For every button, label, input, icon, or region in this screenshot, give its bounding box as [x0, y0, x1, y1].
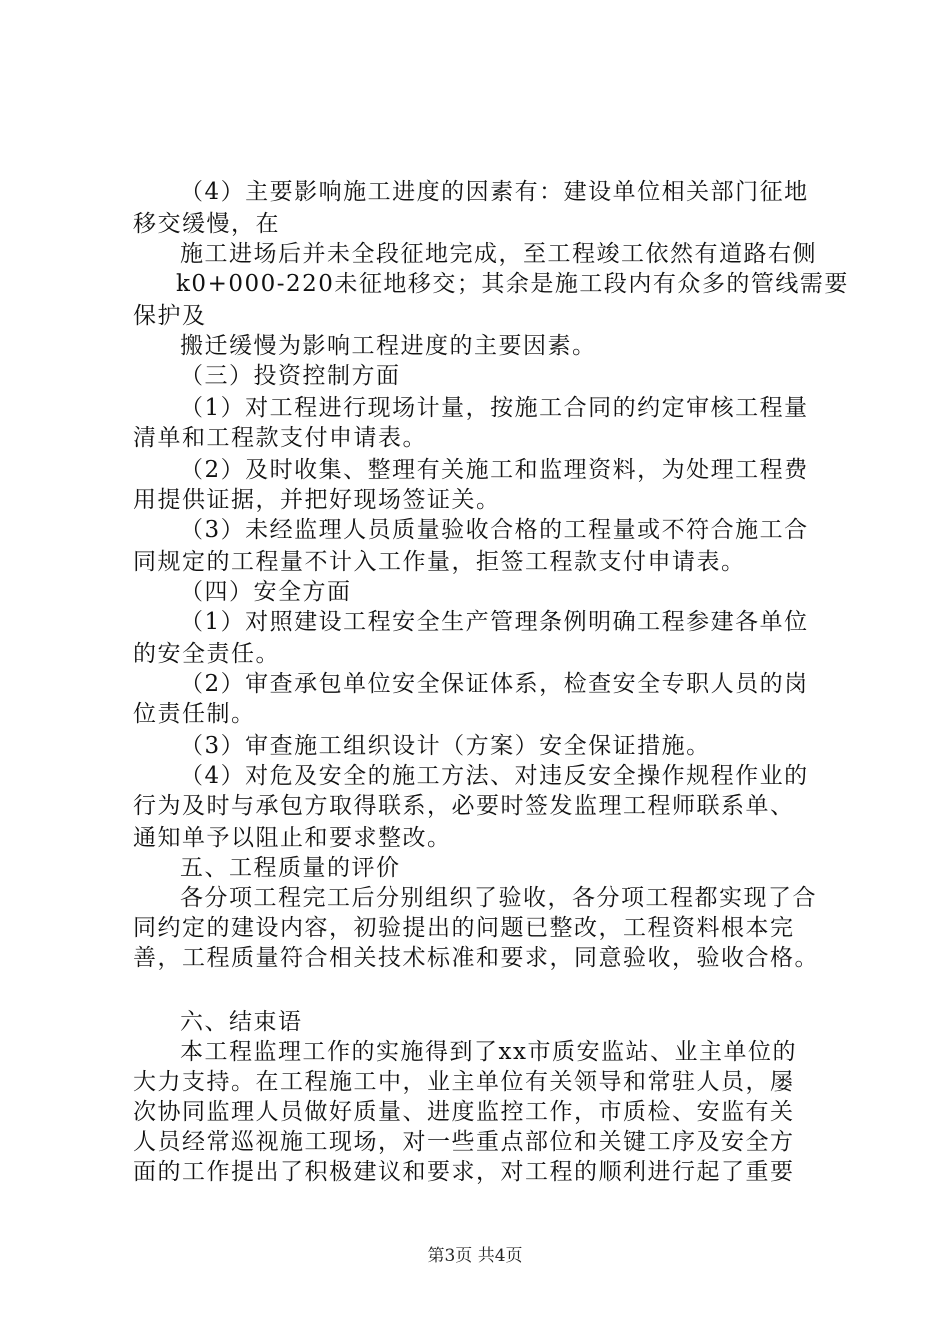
text-line: （1）对工程进行现场计量，按施工合同的约定审核工程量 — [180, 395, 809, 421]
section-heading: 六、结束语 — [180, 1009, 303, 1035]
text-line: 同规定的工程量不计入工作量，拒签工程款支付申请表。 — [133, 549, 746, 575]
text-line: （2）及时收集、整理有关施工和监理资料，为处理工程费 — [180, 457, 809, 483]
text-line: 面的工作提出了积极建议和要求，对工程的顺利进行起了重要 — [133, 1159, 795, 1185]
text-line: （4）主要影响施工进度的因素有：建设单位相关部门征地 — [180, 179, 809, 205]
text-line: k0+000-220未征地移交；其余是施工段内有众多的管线需要 — [176, 271, 849, 297]
text-line: 各分项工程完工后分别组织了验收，各分项工程都实现了合 — [180, 885, 817, 911]
text-line: （3）未经监理人员质量验收合格的工程量或不符合施工合 — [180, 517, 809, 543]
text-line: 行为及时与承包方取得联系，必要时签发监理工程师联系单、 — [133, 793, 795, 819]
text-line: 次协同监理人员做好质量、进度监控工作，市质检、安监有关 — [133, 1099, 795, 1125]
text-line: （4）对危及安全的施工方法、对违反安全操作规程作业的 — [180, 763, 809, 789]
text-line: 本工程监理工作的实施得到了xx市质安监站、业主单位的 — [180, 1039, 797, 1065]
text-line: 同约定的建设内容，初验提出的问题已整改，工程资料根本完 — [133, 915, 795, 941]
text-line: 大力支持。在工程施工中，业主单位有关领导和常驻人员，屡 — [133, 1069, 795, 1095]
text-line: 位责任制。 — [133, 701, 256, 727]
text-line: 施工进场后并未全段征地完成，至工程竣工依然有道路右侧 — [180, 241, 817, 267]
text-line: 搬迁缓慢为影响工程进度的主要因素。 — [180, 333, 597, 359]
text-line: 移交缓慢，在 — [133, 211, 280, 237]
text-line: 通知单予以阻止和要求整改。 — [133, 825, 452, 851]
text-line: 的安全责任。 — [133, 641, 280, 667]
text-line: 保护及 — [133, 303, 207, 329]
section-heading: （三）投资控制方面 — [180, 363, 401, 389]
section-heading: 五、工程质量的评价 — [180, 855, 401, 881]
page-number-footer: 第3页 共4页 — [427, 1246, 523, 1266]
text-line: （3）审查施工组织设计（方案）安全保证措施。 — [180, 733, 711, 759]
text-line: （1）对照建设工程安全生产管理条例明确工程参建各单位 — [180, 609, 809, 635]
text-line: （2）审查承包单位安全保证体系，检查安全专职人员的岗 — [180, 671, 809, 697]
text-line: 善，工程质量符合相关技术标准和要求，同意验收，验收合格。 — [133, 945, 819, 971]
text-line: 清单和工程款支付申请表。 — [133, 425, 427, 451]
text-line: 用提供证据，并把好现场签证关。 — [133, 487, 501, 513]
text-line: 人员经常巡视施工现场，对一些重点部位和关键工序及安全方 — [133, 1129, 795, 1155]
section-heading: （四）安全方面 — [180, 579, 352, 605]
